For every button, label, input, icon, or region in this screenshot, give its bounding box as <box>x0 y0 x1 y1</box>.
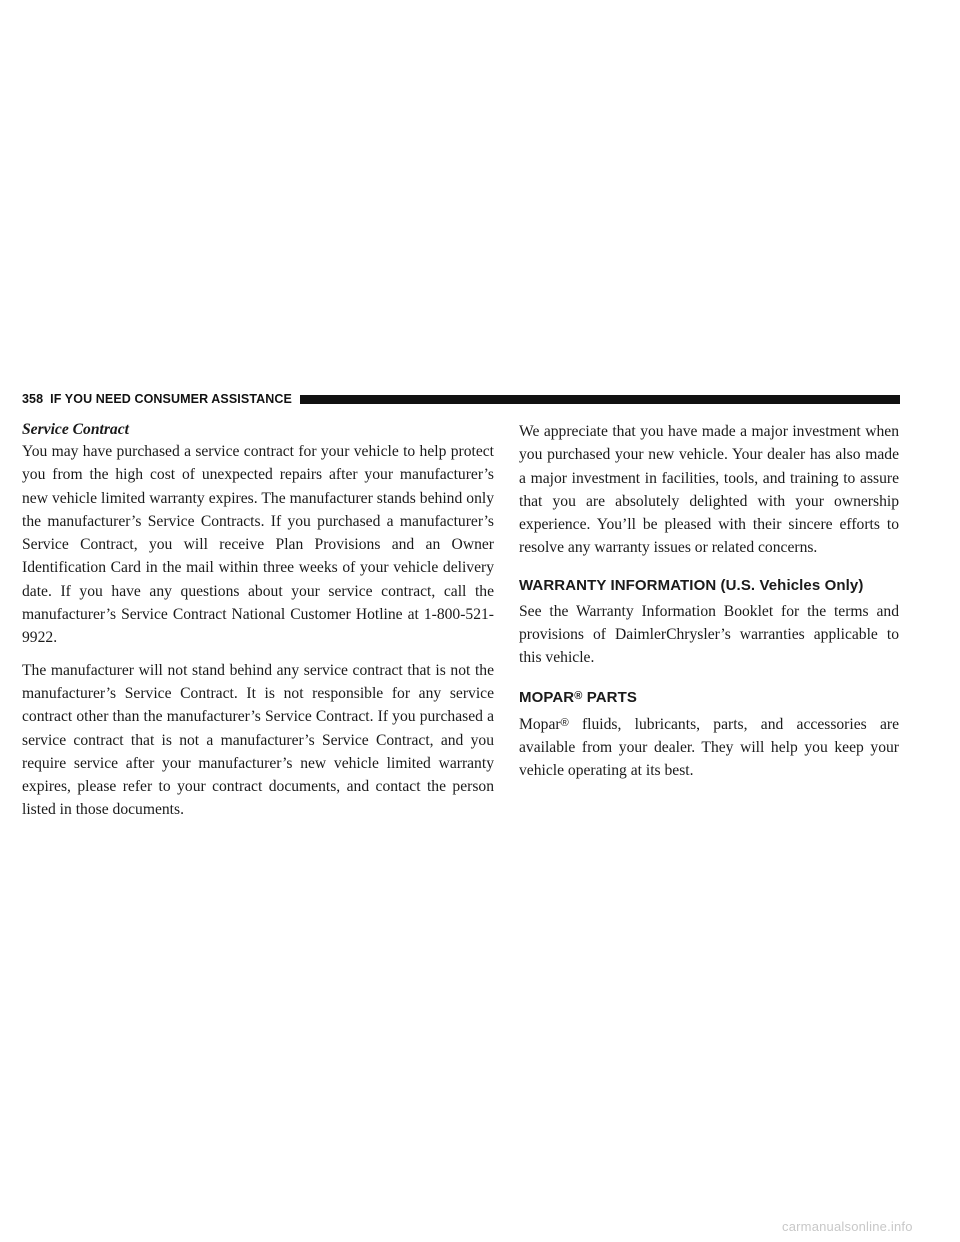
heading-mopar-text: MOPAR <box>519 688 575 706</box>
registered-mark: ® <box>574 689 583 702</box>
header-rule <box>300 395 900 404</box>
heading-parts-text: PARTS <box>582 688 637 706</box>
mopar-text: Mopar <box>519 715 561 733</box>
right-column <box>519 420 899 792</box>
heading-mopar-parts <box>519 686 899 708</box>
left-column <box>22 420 494 831</box>
paragraph-warranty-information: See the Warranty Information Booklet for the terms and provisions of DaimlerChrysler’s warranties applicable to this vehicle. <box>519 602 899 667</box>
registered-mark-inline: ® <box>560 716 569 729</box>
paragraph-dealer-investment: We appreciate that you have made a major investment when you purchased your new vehicle. Your dealer has also made a major investment in facilities, tools, and training to assure that you are absolutely delighted with your ownership experience. You’ll be pleased with their sincere efforts to resolve any warranty issues or related concerns. <box>519 423 899 557</box>
watermark: carmanualsonline.info <box>782 1219 913 1234</box>
mopar-paragraph-text: fluids, lubricants, parts, and accessories are available from your dealer. They will help you keep your vehicle operating at its best. <box>519 715 899 780</box>
section-title: IF YOU NEED CONSUMER ASSISTANCE <box>50 392 292 406</box>
heading-warranty-information: WARRANTY INFORMATION (U.S. Vehicles Only) <box>519 576 864 594</box>
paragraph-non-manufacturer-contract: The manufacturer will not stand behind any service contract that is not the manufacturer’s Service Contract. It is not responsible for any service contract other than the manufacturer’s Service Contract. If you purchased a service contract that is not a manufacturer’s Service Contract, and you require service after your manufacturer’s new vehicle limited warranty expires, please refer to your contract documents, and contact the person listed in those documents. <box>22 661 494 819</box>
page-number: 358 <box>22 392 44 406</box>
subheading-service-contract: Service Contract <box>22 421 129 438</box>
paragraph-service-contract: You may have purchased a service contract for your vehicle to help protect you from the high cost of unexpected repairs after your manufacturer’s new vehicle limited warranty expires. The manufacturer stands behind only the manufacturer’s Service Contracts. If you purchased a manufacturer’s Service Contract, you will receive Plan Provisions and an Owner Identification Card in the mail within three weeks of your vehicle delivery date. If you have any questions about your service contract, call the manufacturer’s Service Contract National Customer Hotline at 1-800-521-9922. <box>22 443 494 647</box>
page-header <box>22 390 900 408</box>
paragraph-mopar-parts <box>519 712 899 783</box>
